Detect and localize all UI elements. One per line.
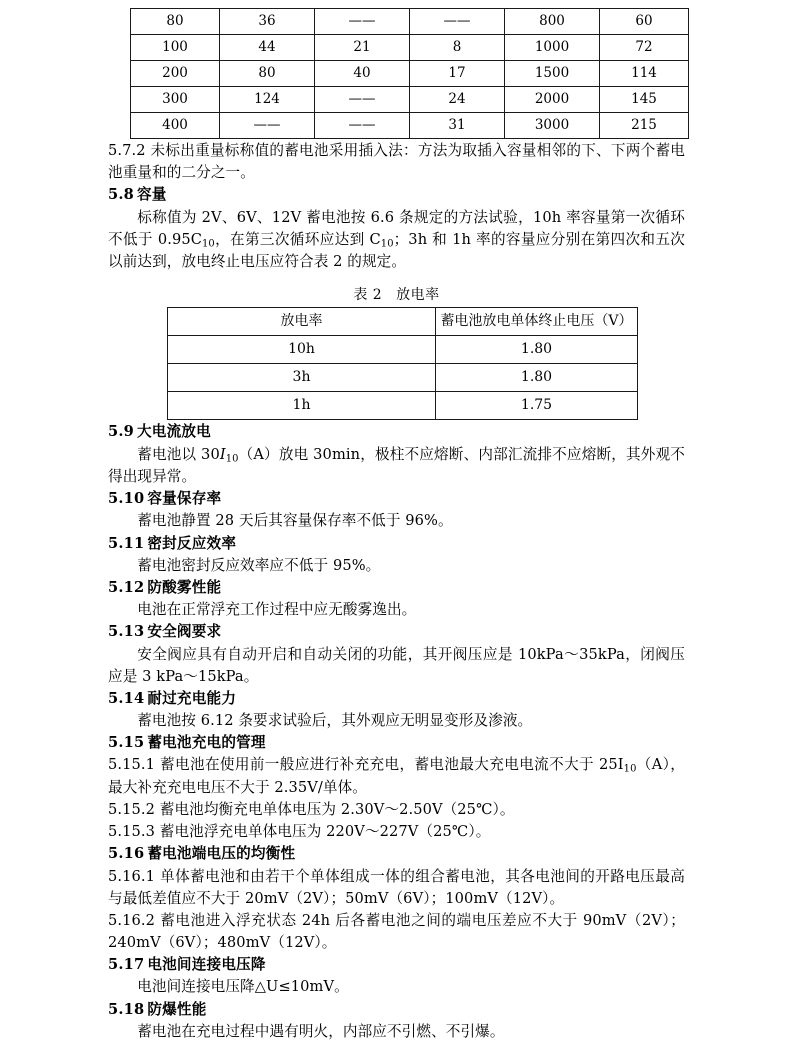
cell-rate: 1h [168,392,436,420]
clause-number: 5.7.2 [108,142,146,159]
clause-5-15-2 [108,799,685,821]
clause-number: 5.15.2 [108,801,156,819]
heading-number: 5.9 [108,423,134,441]
heading-number: 5.11 [108,534,145,552]
header-discharge-rate: 放电率 [168,308,436,336]
clause-5-14-body: 蓄电池按 6.12 条要求试验后，其外观应无明显变形及渗液。 [137,712,533,730]
body-segment-1: 蓄电池在使用前一般应进行补充充电，蓄电池最大充电电流不大于 25I [160,756,624,774]
table-body [131,9,689,139]
heading-5-13 [108,621,685,643]
clause-number: 5.16.2 [108,911,156,929]
cell-weight-12v: 24 [410,87,505,113]
cell-weight-alt: 72 [600,35,689,61]
table-2-caption [108,284,685,304]
clause-5-15-3 [108,821,685,843]
cell-capacity-alt: 3000 [505,113,600,139]
heading-number: 5.17 [108,956,145,974]
cell-voltage: 1.80 [436,364,638,392]
heading-5-9 [108,421,685,443]
body-segment-2: （A），最大补充充电电压不大于 2.35V/单体。 [108,756,685,796]
cell-capacity: 400 [131,113,220,139]
cell-capacity-alt: 800 [505,9,600,35]
cell-capacity-alt: 1000 [505,35,600,61]
cell-capacity: 300 [131,87,220,113]
body-segment-2: ，在第三次循环应达到 C [214,230,381,248]
heading-5-14 [108,688,685,710]
heading-number: 5.14 [108,689,145,707]
heading-title: 密封反应效率 [147,534,237,552]
clause-number: 5.15.1 [108,756,156,774]
clause-5-18-body: 蓄电池在充电过程中遇有明火，内部应不引燃、不引爆。 [137,1022,505,1040]
clause-5-12-body: 电池在正常浮充工作过程中应无酸雾逸出。 [137,601,417,619]
table-row [168,336,638,364]
cell-rate: 10h [168,336,436,364]
body-segment-2: （A）放电 30min，极柱不应熔断、内部汇流排不应熔断，其外观不得出现异常。 [108,445,685,486]
cell-voltage: 1.75 [436,392,638,420]
subscript-c10-b: 10 [380,238,394,250]
heading-number: 5.13 [108,623,145,641]
cell-rate: 3h [168,364,436,392]
cell-capacity: 100 [131,35,220,61]
cell-weight-6v: —— [315,9,410,35]
heading-title: 容量保存率 [147,490,222,508]
clause-5-16-2 [108,910,685,954]
clause-5-11-body: 蓄电池密封反应效率应不低于 95%。 [137,556,381,574]
cell-weight-12v: 17 [410,61,505,87]
cell-capacity: 200 [131,61,220,87]
table-row [131,113,689,139]
symbol-current-i: I [219,445,226,463]
subscript-i10: 10 [225,453,239,465]
heading-number: 5.18 [108,1000,145,1018]
heading-5-12 [108,577,685,599]
heading-5-15 [108,732,685,754]
cell-weight-2v: 124 [220,87,315,113]
body-segment-1: 标称值为 2V、6V、12V 蓄电池按 6.6 条规定的方法试验，10h 率容量第一次循环不低于 0.95C [108,208,685,248]
heading-title: 蓄电池充电的管理 [147,734,266,752]
cell-capacity-alt: 2000 [505,87,600,113]
table-header-row [168,308,638,336]
cell-weight-2v: 36 [220,9,315,35]
clause-text: 单体蓄电池和由若干个单体组成一体的组合蓄电池，其各电池间的开路电压最高与最低差值应不大于 20mV（2V）；50mV（6V）；100mV（12V）。 [108,867,685,907]
subscript-i10: 10 [623,763,637,775]
cell-voltage: 1.80 [436,336,638,364]
body-segment-1: 蓄电池以 30 [137,445,220,463]
discharge-rate-table [167,307,638,420]
clause-text: 蓄电池进入浮充状态 24h 后各蓄电池之间的端电压差应不大于 90mV（2V）；240mV（6V）；480mV（12V）。 [108,911,685,952]
cell-weight-2v: —— [220,113,315,139]
heading-title: 电池间连接电压降 [147,956,266,974]
subscript-c10-a: 10 [202,238,215,250]
cell-weight-12v: 8 [410,35,505,61]
table-2-label: 表 2 [353,287,383,304]
header-cutoff-voltage: 蓄电池放电单体终止电压（V） [436,308,638,336]
heading-number: 5.12 [108,578,145,596]
table-row [131,87,689,113]
clause-5-13-body: 安全阀应具有自动开启和自动关闭的功能，其开阀压应是 10kPa～35kPa，闭阀压应是 3 kPa～15kPa。 [108,645,685,685]
heading-number: 5.15 [108,734,145,752]
cell-weight-6v: —— [315,113,410,139]
body-segment-3: ；3h 和 1h 率的容量应分别在第四次和五次以前达到，放电终止电压应符合表 2 的规定。 [108,230,685,271]
cell-weight-2v: 44 [220,35,315,61]
heading-title: 防爆性能 [147,1000,207,1018]
table-2-title: 放电率 [396,287,440,304]
heading-5-11 [108,533,685,555]
heading-5-17 [108,954,685,976]
cell-weight-2v: 80 [220,61,315,87]
clause-5-16-1 [108,866,685,910]
heading-title: 容量 [137,186,167,204]
heading-title: 安全阀要求 [147,623,222,641]
heading-5-18 [108,999,685,1021]
cell-weight-alt: 145 [600,87,689,113]
weight-capacity-table-continued [130,8,689,139]
heading-number: 5.16 [108,845,145,863]
cell-weight-12v: 31 [410,113,505,139]
heading-title: 耐过充电能力 [147,689,237,707]
table-row [168,392,638,420]
clause-text: 未标出重量标称值的蓄电池采用插入法：方法为取插入容量相邻的下、下两个蓄电池重量和的二分之一。 [108,142,685,182]
clause-5-17-body: 电池间连接电压降△U≤10mV。 [137,978,349,996]
clause-5-9-body [108,444,685,489]
cell-capacity: 80 [131,9,220,35]
cell-weight-6v: 21 [315,35,410,61]
heading-title: 蓄电池端电压的均衡性 [147,845,296,863]
cell-weight-6v: 40 [315,61,410,87]
cell-weight-alt: 215 [600,113,689,139]
table-row [168,364,638,392]
clause-text: 蓄电池浮充电单体电压为 220V～227V（25℃）。 [159,823,491,841]
clause-5-7-2 [108,140,685,184]
heading-number: 5.10 [108,490,145,508]
cell-capacity-alt: 1500 [505,61,600,87]
cell-weight-alt: 114 [600,61,689,87]
clause-5-15-1 [108,754,685,799]
heading-title: 防酸雾性能 [147,578,222,596]
heading-5-16 [108,843,685,865]
table-row [131,61,689,87]
heading-5-8 [108,184,685,206]
discharge-rate-table-block [108,284,685,420]
heading-number: 5.8 [108,186,134,204]
table-row [131,9,689,35]
heading-5-10 [108,488,685,510]
clause-5-10-body: 蓄电池静置 28 天后其容量保存率不低于 96%。 [137,512,453,530]
cell-weight-6v: —— [315,87,410,113]
clause-number: 5.16.1 [108,867,156,885]
table-body [168,308,638,420]
table-row [131,35,689,61]
clause-text: 蓄电池均衡充电单体电压为 2.30V～2.50V（25℃）。 [159,801,515,819]
clause-5-8-body [108,207,685,274]
clause-number: 5.15.3 [108,823,156,841]
heading-title: 大电流放电 [137,423,211,441]
cell-weight-alt: 60 [600,9,689,35]
cell-weight-12v: —— [410,9,505,35]
